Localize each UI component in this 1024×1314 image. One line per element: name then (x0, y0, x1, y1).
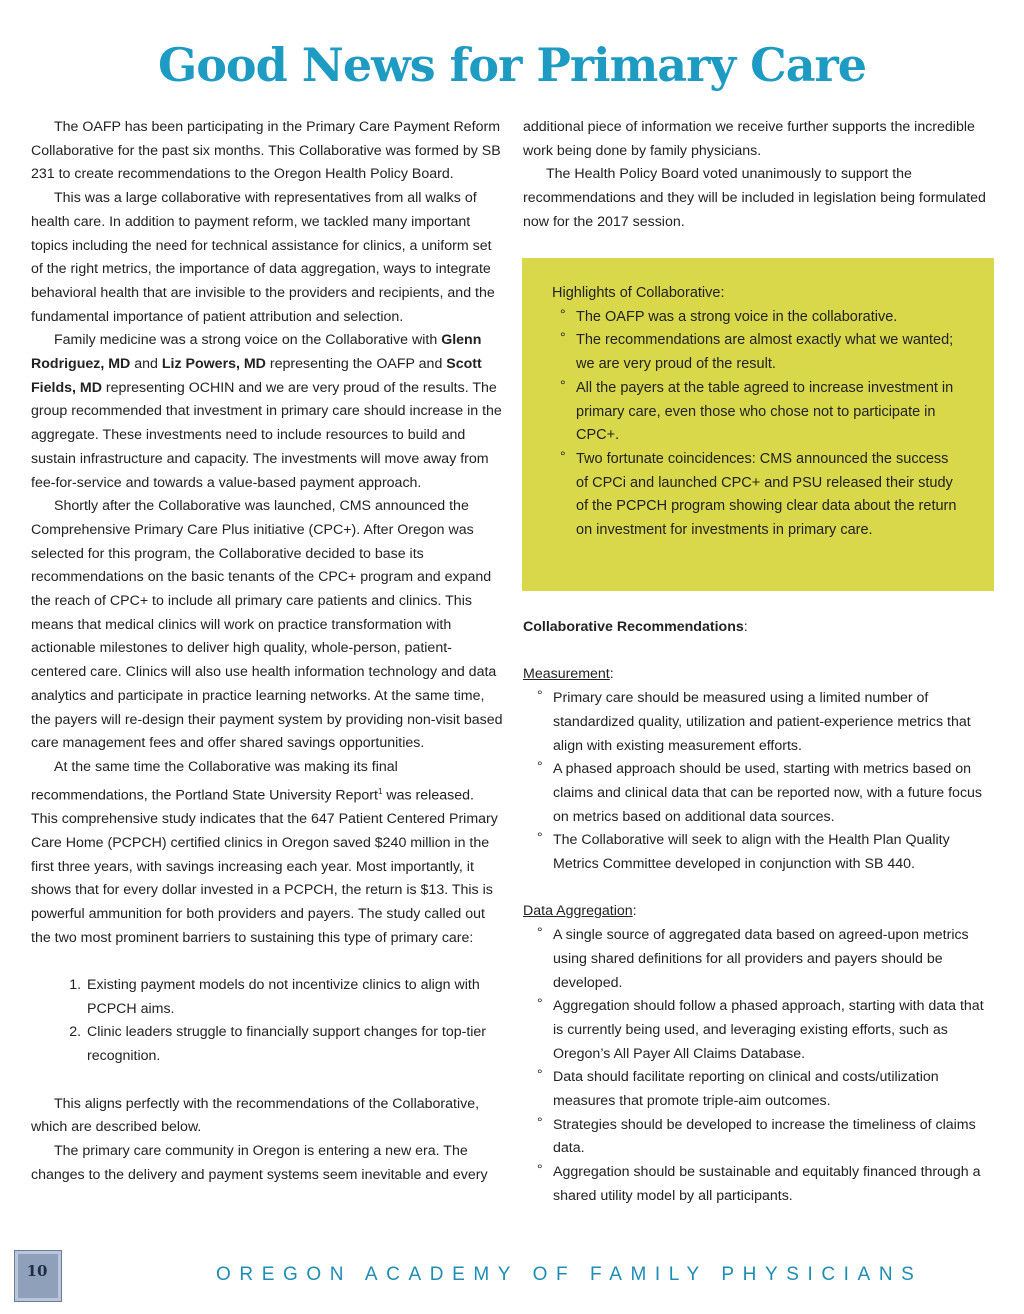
member-name: Liz Powers, MD (161, 356, 266, 373)
paragraph: Shortly after the Collaborative was launched, CMS announced the Comprehensive Primary Care Plus initiative (CPC+). After Oregon was selected for this program, the Collaborative decided to base its recommendations on the basic tenants of the CPC+ program and expand the reach of CPC+ to include all primary care patients and clinics. This means that medical clinics will work on practice transformation with actionable milestones to deliver high quality, whole-person, patient-centered care. Clinics will also use health information technology and data analytics and participate in practice learning networks. At the same time, the payers will re-design their payment system by providing non-visit based care management fees and offer shared savings opportunities. (31, 498, 503, 752)
footnote-marker: 1 (377, 786, 383, 796)
list-item: ° Data should facilitate reporting on clinical and costs/utilization measures that promote triple-aim outcomes. (523, 1066, 995, 1113)
list-item: ° All the payers at the table agreed to increase investment in primary care, even those who chose not to participate in CPC+. (552, 377, 964, 448)
measurement-heading: Measurement: (523, 666, 614, 683)
list-item: ° The OAFP was a strong voice in the collaborative. (552, 306, 964, 330)
list-item: 2. Clinic leaders struggle to financially support changes for top-tier recognition. (85, 1021, 503, 1068)
list-item: ° The recommendations are almost exactly what we wanted; we are very proud of the result. (552, 329, 964, 376)
list-item: ° The Collaborative will seek to align with the Health Plan Quality Metrics Committee developed in conjunction with SB 440. (523, 829, 995, 876)
highlights-box (522, 258, 994, 591)
list-item: ° A phased approach should be used, starting with metrics based on claims and clinical data that can be reported now, with a future focus on metrics based on additional data sources. (523, 758, 995, 829)
paragraph: additional piece of information we receive further supports the incredible work being done by family physicians. (523, 119, 975, 159)
list-item: ° Two fortunate coincidences: CMS announced the success of CPCi and launched CPC+ and PSU released their study of the PCPCH program showing clear data about the return on investment for investments in primary care. (552, 448, 964, 543)
paragraph: The primary care community in Oregon is entering a new era. The changes to the delivery and payment systems seem inevitable and every (31, 1142, 488, 1183)
highlights-list (552, 306, 964, 543)
list-item: ° Aggregation should be sustainable and equitably financed through a shared utility model by all participants. (523, 1161, 995, 1208)
list-item: 1. Existing payment models do not incentivize clinics to align with PCPCH aims. (85, 974, 503, 1021)
list-item: ° Aggregation should follow a phased approach, starting with data that is currently being used, and leveraging existing efforts, such as Oregon’s All Payer All Claims Database. (523, 995, 995, 1066)
paragraph: At the same time the Collaborative was making its final recommendations, the Portland State University Report$^1$ was released. This comprehensive study indicates that the 647 Patient Centered Primary Care Home (PCPCH) certified clinics in Oregon saved $240 million in the first three years, with savings increasing each year. Most importantly, it shows that for every dollar invested in a PCPCH, the return is $13. This is powerful ammunition for both providers and payers. The study called out the two most prominent barriers to sustaining this type of primary care: (31, 758, 498, 946)
paragraph: The Health Policy Board voted unanimously to support the recommendations and they will be included in legislation being formulated now for the 2017 session. (523, 166, 986, 230)
left-column (31, 116, 503, 1187)
organization-name: OREGON ACADEMY OF FAMILY PHYSICIANS (216, 1264, 923, 1285)
paragraph: Family medicine was a strong voice on the Collaborative with Glenn Rodriguez, MD and Liz Powers, MD representing the OAFP and Scott Fields, MD representing OCHIN and we are very proud of the results. The group recommended that investment in primary care should increase in the aggregate. These investments need to include resources to build and sustain infrastructure and capacity. The investments will move away from fee-for-service and towards a value-based payment approach. (31, 332, 502, 491)
page-number: 10 (26, 1262, 48, 1280)
list-item: ° Primary care should be measured using a limited number of standardized quality, utilization and patient-experience metrics that align with existing measurement efforts. (523, 687, 995, 758)
right-column (523, 116, 995, 235)
member-name: Scott Fields, MD (31, 356, 482, 396)
aggregation-heading: Data Aggregation: (523, 903, 637, 920)
recommendations-section (523, 616, 995, 1209)
page-title: Good News for Primary Care (157, 38, 867, 92)
list-item: ° Strategies should be developed to increase the timeliness of claims data. (523, 1114, 995, 1161)
barriers-list (31, 974, 503, 1069)
recommendations-heading: Collaborative Recommendations: (523, 619, 748, 635)
paragraph: This was a large collaborative with representatives from all walks of health care. In addition to payment reform, we tackled many important topics including the need for technical assistance for clinics, a uniform set of the right metrics, the importance of data aggregation, ways to integrate behavioral health that are invisible to the providers and recipients, and the fundamental importance of patient attribution and selection. (31, 190, 495, 325)
highlights-title: Highlights of Collaborative: (552, 285, 725, 301)
paragraph: This aligns perfectly with the recommendations of the Collaborative, which are described below. (31, 1095, 480, 1136)
aggregation-list (523, 924, 995, 1208)
measurement-list (523, 687, 995, 877)
member-name: Glenn Rodriguez, MD (31, 332, 482, 373)
list-item: ° A single source of aggregated data based on agreed-upon metrics using shared definitions for all providers and payers should be developed. (523, 924, 995, 995)
paragraph: The OAFP has been participating in the Primary Care Payment Reform Collaborative for the past six months. This Collaborative was formed by SB 231 to create recommendations to the Oregon Health Policy Board. (31, 119, 501, 183)
